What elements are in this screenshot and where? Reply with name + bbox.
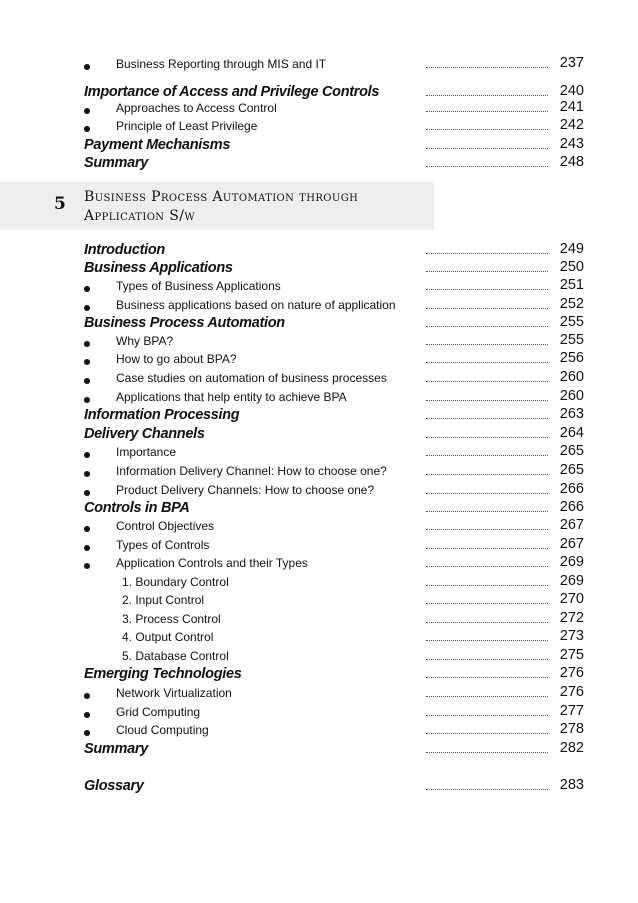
toc-heading-row[interactable] [84, 739, 584, 757]
toc-heading-row[interactable] [84, 258, 584, 276]
dot-leader [426, 271, 548, 272]
dot-leader [426, 344, 548, 345]
toc-entry-label: Types of Controls [116, 538, 210, 552]
toc-page-number: 264 [559, 425, 584, 441]
bullet-icon [84, 305, 90, 311]
toc-entry-row[interactable] [84, 98, 584, 116]
dot-leader [426, 566, 548, 567]
bullet-icon [84, 490, 90, 496]
toc-entry-label: Business Applications [84, 260, 233, 276]
toc-page-number: 283 [559, 777, 584, 793]
toc-page-number: 242 [559, 117, 584, 133]
dot-leader [426, 696, 548, 697]
toc-entry-row[interactable] [84, 461, 584, 479]
toc-heading-row[interactable] [84, 424, 584, 442]
dot-leader [426, 400, 548, 401]
toc-entry-label: 4. Output Control [122, 630, 214, 644]
toc-page-number: 237 [559, 55, 584, 71]
dot-leader [426, 529, 548, 530]
toc-page-number: 273 [559, 628, 584, 644]
chapter-title-line-1: Business Process Automation through [84, 189, 359, 205]
toc-entry-row[interactable] [84, 683, 584, 701]
toc-heading-row[interactable] [84, 498, 584, 516]
bullet-icon [84, 359, 90, 365]
toc-page-number: 251 [559, 277, 584, 293]
toc-page-number: 256 [559, 350, 584, 366]
dot-leader [426, 111, 548, 112]
toc-page-number: 255 [559, 314, 584, 330]
toc-entry-label: Business Process Automation [84, 315, 285, 331]
toc-page-number: 276 [559, 665, 584, 681]
toc-entry-label: Applications that help entity to achieve BPA [116, 390, 347, 404]
toc-page-number: 240 [559, 83, 584, 99]
toc-heading-row[interactable] [84, 153, 584, 171]
toc-page-number: 272 [559, 610, 584, 626]
dot-leader [426, 253, 548, 254]
toc-page-number: 248 [559, 154, 584, 170]
toc-entry-label: Control Objectives [116, 519, 215, 533]
bullet-icon [84, 545, 90, 551]
toc-page-number: 277 [559, 703, 584, 719]
toc-entry-label: 2. Input Control [122, 593, 205, 607]
toc-page-number: 269 [559, 573, 584, 589]
dot-leader [426, 362, 548, 363]
bullet-icon [84, 526, 90, 532]
dot-leader [426, 733, 548, 734]
toc-entry-row[interactable] [84, 720, 584, 738]
toc-page-number: 282 [559, 740, 584, 756]
toc-entry-row[interactable] [84, 54, 584, 72]
toc-page-number: 278 [559, 721, 584, 737]
dot-leader [426, 95, 548, 96]
toc-entry-label: Business applications based on nature of application [116, 298, 396, 312]
toc-page-number: 265 [559, 443, 584, 459]
dot-leader [426, 511, 548, 512]
toc-page-number: 255 [559, 332, 584, 348]
chapter-title [84, 188, 434, 226]
toc-page-number: 275 [559, 647, 584, 663]
toc-entry-label: Cloud Computing [116, 723, 209, 737]
dot-leader [426, 67, 548, 68]
dot-leader [426, 455, 548, 456]
dot-leader [426, 677, 548, 678]
toc-heading-row[interactable] [84, 313, 584, 331]
dot-leader [426, 659, 548, 660]
toc-page-number: 243 [559, 136, 584, 152]
dot-leader [426, 326, 548, 327]
bullet-icon [84, 471, 90, 477]
bullet-icon [84, 64, 90, 70]
bullet-icon [84, 452, 90, 458]
bullet-icon [84, 730, 90, 736]
dot-leader [426, 789, 548, 790]
toc-entry-row[interactable] [84, 572, 584, 590]
toc-entry-label: Business Reporting through MIS and IT [116, 57, 327, 71]
toc-entry-label: How to go about BPA? [116, 352, 237, 366]
toc-entry-row[interactable] [84, 442, 584, 460]
dot-leader [426, 493, 548, 494]
dot-leader [426, 715, 548, 716]
chapter-number: 5 [54, 194, 66, 214]
bullet-icon [84, 126, 90, 132]
toc-page-number: 266 [559, 481, 584, 497]
chapter-title-line-2: Application S/w [84, 208, 196, 224]
toc-entry-label: Summary [84, 741, 148, 757]
dot-leader [426, 603, 548, 604]
toc-entry-row[interactable] [84, 516, 584, 534]
toc-page-number: 263 [559, 406, 584, 422]
bullet-icon [84, 108, 90, 114]
dot-leader [426, 129, 548, 130]
toc-entry-row[interactable] [84, 553, 584, 571]
toc-entry-label: Importance [116, 445, 177, 459]
toc-entry-label: Payment Mechanisms [84, 137, 231, 153]
dot-leader [426, 289, 548, 290]
toc-entry-row[interactable] [84, 387, 584, 405]
toc-page-number: 260 [559, 388, 584, 404]
dot-leader [426, 752, 548, 753]
toc-entry-label: Application Controls and their Types [116, 556, 308, 570]
toc-entry-row[interactable] [84, 276, 584, 294]
toc-entry-label: 1. Boundary Control [122, 575, 229, 589]
toc-entry-label: Summary [84, 155, 148, 171]
toc-entry-label: Introduction [84, 242, 165, 258]
toc-entry-row[interactable] [84, 368, 584, 386]
toc-page-number: 249 [559, 241, 584, 257]
bullet-icon [84, 693, 90, 699]
toc-entry-row[interactable] [84, 609, 584, 627]
toc-page-number: 241 [559, 99, 584, 115]
dot-leader [426, 308, 548, 309]
dot-leader [426, 640, 548, 641]
dot-leader [426, 418, 548, 419]
toc-entry-row[interactable] [84, 646, 584, 664]
toc-page-number: 252 [559, 296, 584, 312]
toc-heading-row[interactable] [84, 664, 584, 682]
toc-page-number: 260 [559, 369, 584, 385]
toc-entry-label: Case studies on automation of business processes [116, 371, 387, 385]
toc-entry-label: Emerging Technologies [84, 666, 242, 682]
toc-entry-row[interactable] [84, 349, 584, 367]
bullet-icon [84, 341, 90, 347]
dot-leader [426, 437, 548, 438]
toc-entry-label: 3. Process Control [122, 612, 221, 626]
toc-page-number: 269 [559, 554, 584, 570]
toc-entry-label: Delivery Channels [84, 426, 205, 442]
toc-heading-row[interactable] [84, 135, 584, 153]
toc-entry-row[interactable] [84, 702, 584, 720]
toc-entry-label: Information Processing [84, 407, 240, 423]
toc-page-number: 270 [559, 591, 584, 607]
toc-entry-row[interactable] [84, 116, 584, 134]
toc-heading-row[interactable] [84, 240, 584, 258]
bullet-icon [84, 378, 90, 384]
toc-entry-row[interactable] [84, 480, 584, 498]
toc-entry-label: Network Virtualization [116, 686, 232, 700]
dot-leader [426, 585, 548, 586]
toc-entry-label: 5. Database Control [122, 649, 229, 663]
bullet-icon [84, 397, 90, 403]
toc-page-number: 276 [559, 684, 584, 700]
dot-leader [426, 474, 548, 475]
toc-page-number: 265 [559, 462, 584, 478]
toc-entry-label: Grid Computing [116, 705, 201, 719]
dot-leader [426, 166, 548, 167]
dot-leader [426, 622, 548, 623]
toc-entry-label: Product Delivery Channels: How to choose one? [116, 483, 375, 497]
toc-entry-row[interactable] [84, 627, 584, 645]
toc-entry-label: Principle of Least Privilege [116, 119, 258, 133]
toc-entry-row[interactable] [84, 331, 584, 349]
toc-entry-label: Glossary [84, 778, 144, 794]
dot-leader [426, 148, 548, 149]
toc-entry-row[interactable] [84, 590, 584, 608]
toc-entry-label: Types of Business Applications [116, 279, 281, 293]
toc-entry-row[interactable] [84, 535, 584, 553]
toc-page-number: 267 [559, 517, 584, 533]
toc-entry-label: Importance of Access and Privilege Controls [84, 84, 380, 100]
bullet-icon [84, 712, 90, 718]
toc-entry-row[interactable] [84, 295, 584, 313]
toc-heading-row[interactable] [84, 405, 584, 423]
dot-leader [426, 548, 548, 549]
toc-heading-row[interactable] [84, 776, 584, 794]
toc-page-number: 267 [559, 536, 584, 552]
toc-entry-label: Why BPA? [116, 334, 174, 348]
toc-page-number: 250 [559, 259, 584, 275]
bullet-icon [84, 563, 90, 569]
toc-entry-label: Information Delivery Channel: How to choose one? [116, 464, 387, 478]
dot-leader [426, 381, 548, 382]
toc-entry-label: Controls in BPA [84, 500, 190, 516]
toc-entry-label: Approaches to Access Control [116, 101, 277, 115]
toc-page-number: 266 [559, 499, 584, 515]
bullet-icon [84, 286, 90, 292]
